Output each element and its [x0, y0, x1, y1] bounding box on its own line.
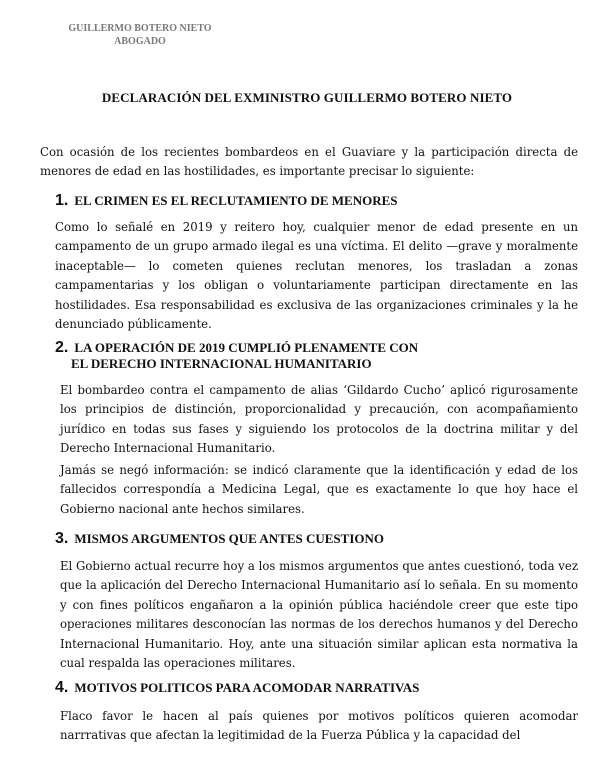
section-2-number: 2.: [55, 339, 69, 356]
section-1-paragraph-1: Como lo señalé en 2019 y reitero hoy, cualquier menor de edad presente en un campamento de un grupo armado ilegal es una víctima. El delito —grave y moralmente inaceptable— lo cometen quienes reclutan menores, los trasladan a zonas campamentarias y los obligan o voluntariamente participan directamente en las hostilidades. Esa responsabilidad es exclusiva de las organizaciones criminales y la he denunciado públicamente.: [55, 220, 578, 332]
section-1-title: EL CRIMEN ES EL RECLUTAMIENTO DE MENORES: [74, 193, 398, 208]
section-4-paragraph-1: Flaco favor le hacen al país quienes por motivos políticos quieren acomodar narrrativas que afectan la legitimidad de la Fuerza Pública y la capacidad del: [60, 709, 578, 743]
section-2-title: LA OPERACIÓN DE 2019 CUMPLIÓ PLENAMENTE CON: [74, 340, 419, 355]
section-3-number: 3.: [55, 530, 69, 547]
section-2-title-cont: EL DERECHO INTERNACIONAL HUMANITARIO: [71, 356, 372, 371]
section-4-title: MOTIVOS POLITICOS PARA ACOMODAR NARRATIVAS: [74, 680, 420, 695]
section-4-number: 4.: [55, 679, 69, 696]
section-1-heading: [55, 193, 397, 209]
document-title: DECLARACIÓN DEL EXMINISTRO GUILLERMO BOTERO NIETO: [101, 90, 513, 105]
intro-paragraph: Con ocasión de los recientes bombardeos en el Guaviare y la participación directa de menores de edad en las hostilidades, es importante precisar lo siguiente:: [40, 145, 578, 179]
section-2-paragraph-1: El bombardeo contra el campamento de alias ‘Gildardo Cucho’ aplicó rigurosamente los principios de distinción, proporcionalidad y precaución, con acompañamiento jurídico en todas sus fases y siguiendo los protocolos de la doctrina militar y del Derecho Internacional Humanitario.: [60, 383, 578, 456]
section-2-paragraph-2: Jamás se negó información: se indicó claramente que la identificación y edad de los fallecidos correspondía a Medicina Legal, que es exactamente lo que hoy hace el Gobierno nacional ante hechos similares.: [60, 463, 578, 516]
section-3-heading: [55, 531, 384, 547]
section-3-paragraph-1: El Gobierno actual recurre hoy a los mismos argumentos que antes cuestionó, toda vez que la aplicación del Derecho Internacional Humanitario así lo señala. En su momento y con fines políticos engañaron a la opinión pública haciéndole creer que este tipo operaciones militares desconocían las normas de los derechos humanos y del Derecho Internacional Humanitario. Hoy, ante una situación similar aplican esta normativa la cual respalda las operaciones militares.: [60, 559, 578, 671]
section-4-heading: [55, 680, 419, 696]
section-2-heading: [55, 340, 418, 372]
section-3-title: MISMOS ARGUMENTOS QUE ANTES CUESTIONO: [74, 531, 385, 546]
letterhead: [40, 22, 240, 48]
section-1-number: 1.: [55, 192, 69, 209]
letterhead-name: GUILLERMO BOTERO NIETO: [68, 23, 212, 34]
letterhead-profession: ABOGADO: [114, 36, 166, 47]
